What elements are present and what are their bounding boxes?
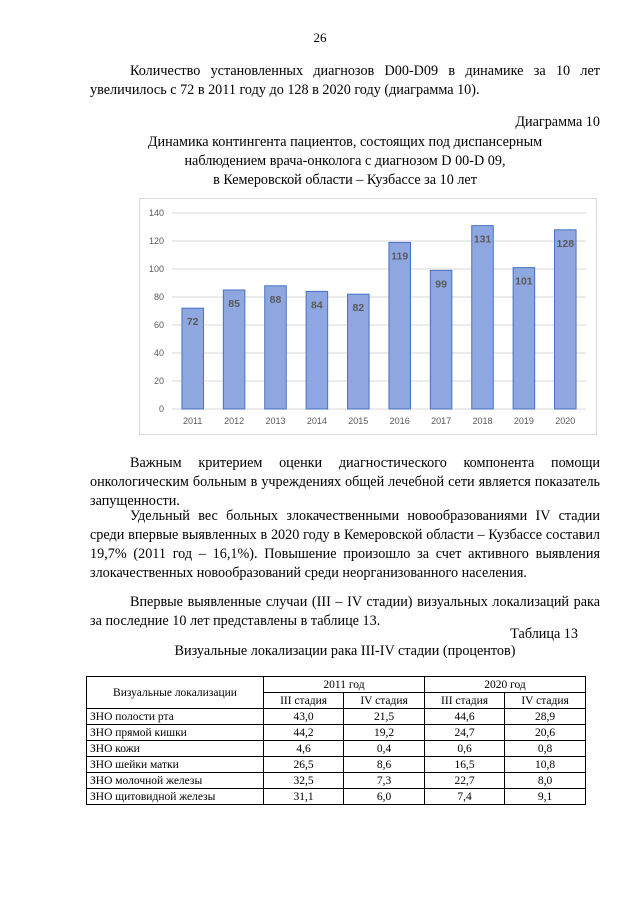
table-row: [87, 789, 586, 805]
y-tick-label: 140: [148, 208, 164, 218]
table-cell: 44,6: [424, 709, 504, 725]
x-tick-label: 2015: [348, 416, 369, 426]
x-tick-label: 2011: [183, 416, 203, 426]
data-label: 131: [473, 233, 492, 246]
bar: [472, 226, 494, 409]
x-tick-label: 2018: [472, 416, 493, 426]
y-tick-label: 80: [153, 292, 164, 302]
chart-title-line: в Кемеровской области – Кузбассе за 10 лет: [213, 172, 477, 188]
table-cell: 43,0: [264, 709, 344, 725]
intro-paragraph: Количество установленных диагнозов D00-D09 в динамике за 10 лет увеличилось с 72 в 2011 году до 128 в 2020 году (диаграмма 10).: [90, 63, 600, 98]
x-tick-label: 2016: [389, 416, 410, 426]
column-header-year: 2011 год: [264, 677, 425, 693]
table-cell-name: ЗНО кожи: [87, 741, 264, 757]
table-cell: 0,8: [505, 741, 586, 757]
chart-svg: [140, 199, 596, 434]
table-cell: 24,7: [424, 725, 504, 741]
column-header-year: 2020 год: [424, 677, 585, 693]
table-label: Таблица 13: [510, 626, 578, 642]
diagram-label: Диаграмма 10: [515, 114, 600, 130]
table-cell-name: ЗНО прямой кишки: [87, 725, 264, 741]
data-label: 88: [269, 293, 282, 306]
y-tick-label: 0: [158, 404, 164, 414]
bar: [555, 230, 577, 409]
paragraph-visual: Впервые выявленные случаи (III – IV стадии) визуальных локализаций рака за последние 10 лет представлены в таблице 13.: [90, 594, 600, 629]
table-row: [87, 773, 586, 789]
bar: [513, 268, 535, 409]
data-label: 82: [352, 302, 365, 315]
x-tick-label: 2020: [555, 416, 576, 426]
bar: [430, 270, 452, 409]
data-label: 85: [228, 298, 240, 310]
table-cell: 9,1: [505, 789, 586, 805]
data-label: 101: [515, 275, 533, 288]
table-row: [87, 709, 586, 725]
table-cell: 0,4: [344, 741, 425, 757]
table-cell: 19,2: [344, 725, 425, 741]
x-tick-label: 2019: [513, 416, 534, 426]
table-cell: 8,6: [344, 757, 425, 773]
data-label: 119: [391, 250, 409, 263]
table-cell: 20,6: [505, 725, 586, 741]
table-row: [87, 725, 586, 741]
data-table: [86, 676, 586, 805]
table-cell: 28,9: [505, 709, 586, 725]
table-cell: 21,5: [344, 709, 425, 725]
y-tick-label: 20: [153, 376, 164, 386]
table-row: [87, 741, 586, 757]
data-label: 99: [435, 278, 447, 291]
column-header-localization: Визуальные локализации: [87, 677, 264, 709]
y-tick-label: 60: [153, 320, 164, 330]
table-cell: 4,6: [264, 741, 344, 757]
x-tick-label: 2014: [306, 416, 327, 426]
bar: [389, 242, 411, 409]
table-cell-name: ЗНО молочной железы: [87, 773, 264, 789]
table-cell: 31,1: [264, 789, 344, 805]
chart-title: [90, 133, 600, 190]
table-cell: 8,0: [505, 773, 586, 789]
data-label: 72: [186, 316, 199, 329]
chart-title-line: наблюдением врача-онколога с диагнозом D 00-D 09,: [184, 153, 506, 169]
table-cell: 7,4: [424, 789, 504, 805]
paragraph-stage-iv: Удельный вес больных злокачественными новообразованиями IV стадии среди впервые выявленных в 2020 году в Кемеровской области – Кузбассе составил 19,7% (2011 год – 16,1%). Повышение произошло за счет активного выявления злокачественных новообразований среди неорганизованного населения.: [90, 508, 600, 581]
table-cell: 44,2: [264, 725, 344, 741]
table-cell: 6,0: [344, 789, 425, 805]
y-tick-label: 40: [153, 348, 164, 358]
page-number: 26: [313, 30, 327, 45]
table-cell: 0,6: [424, 741, 504, 757]
y-tick-label: 120: [148, 236, 164, 246]
table-header-row: [87, 677, 586, 693]
table-cell: 22,7: [424, 773, 504, 789]
table-cell-name: ЗНО щитовидной железы: [87, 789, 264, 805]
column-header-stage: IV стадия: [344, 693, 425, 709]
table-cell-name: ЗНО полости рта: [87, 709, 264, 725]
x-tick-label: 2013: [265, 416, 286, 426]
data-label: 128: [556, 237, 575, 250]
bar-chart: [139, 198, 597, 435]
table-cell: 16,5: [424, 757, 504, 773]
table-cell: 26,5: [264, 757, 344, 773]
column-header-stage: IV стадия: [505, 693, 586, 709]
table-cell-name: ЗНО шейки матки: [87, 757, 264, 773]
x-tick-label: 2012: [224, 416, 245, 426]
data-label: 84: [311, 299, 323, 312]
column-header-stage: III стадия: [424, 693, 504, 709]
table-title: Визуальные локализации рака III-IV стадии (процентов): [174, 643, 516, 659]
column-header-stage: III стадия: [264, 693, 344, 709]
paragraph-importance: Важным критерием оценки диагностического компонента помощи онкологическим больным в учреждениях общей лечебной сети является показатель запущенности.: [90, 455, 600, 509]
table-cell: 7,3: [344, 773, 425, 789]
table-row: [87, 757, 586, 773]
chart-title-line: Динамика контингента пациентов, состоящих под диспансерным: [147, 134, 543, 150]
x-tick-label: 2017: [431, 416, 452, 426]
y-tick-label: 100: [148, 264, 164, 274]
table-cell: 32,5: [264, 773, 344, 789]
table-cell: 10,8: [505, 757, 586, 773]
